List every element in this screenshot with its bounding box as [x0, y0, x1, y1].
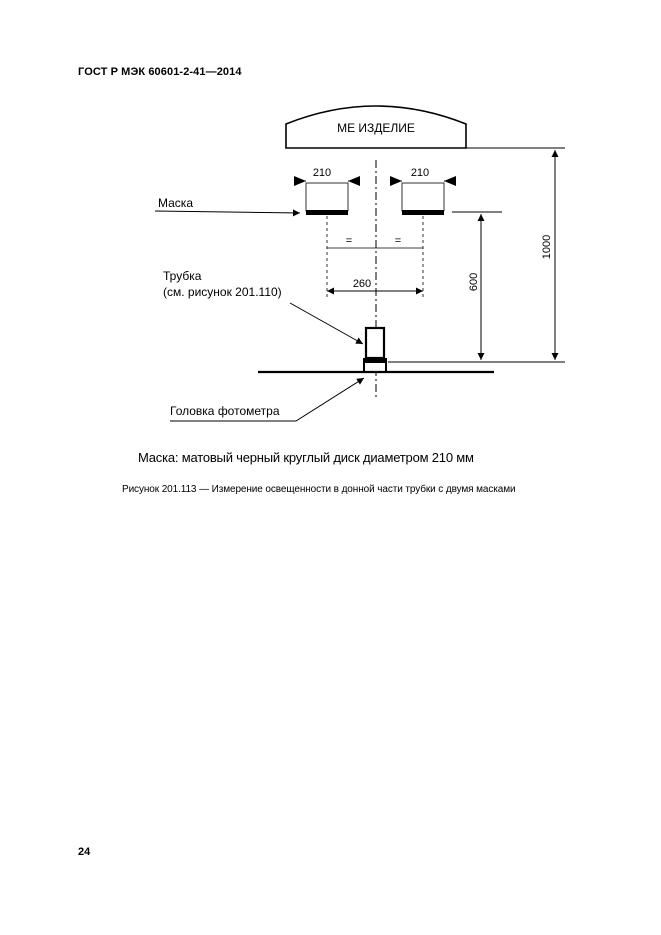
document-header: ГОСТ Р МЭК 60601-2-41—2014: [78, 66, 242, 78]
tube-leader: [290, 303, 363, 344]
mask-note: Маска: матовый черный круглый диск диаметром 210 мм: [138, 450, 474, 465]
equal-left-sign: =: [345, 235, 353, 247]
photometer-label: Головка фотометра: [170, 404, 280, 418]
tube-label-line2: (см. рисунок 201.110): [163, 285, 282, 299]
me-product-label: МЕ ИЗДЕЛИЕ: [337, 121, 415, 135]
equal-right-sign: =: [394, 235, 402, 247]
tube-shape: [363, 328, 387, 372]
mask-right: [402, 183, 444, 215]
dim-mask-left-label: 210: [312, 167, 332, 179]
mask-left: [306, 183, 348, 215]
dim-1000-label: 1000: [541, 234, 553, 260]
dim-spacing-label: 260: [352, 278, 372, 290]
tube-label-line1: Трубка: [163, 269, 202, 283]
mask-label: Маска: [158, 196, 193, 210]
page-number: 24: [78, 846, 91, 858]
mask-leader: [155, 211, 300, 213]
dim-mask-right-label: 210: [410, 167, 430, 179]
dim-600-label: 600: [468, 272, 480, 292]
figure-caption: Рисунок 201.113 — Измерение освещенности в донной части трубки с двумя масками: [122, 484, 516, 495]
